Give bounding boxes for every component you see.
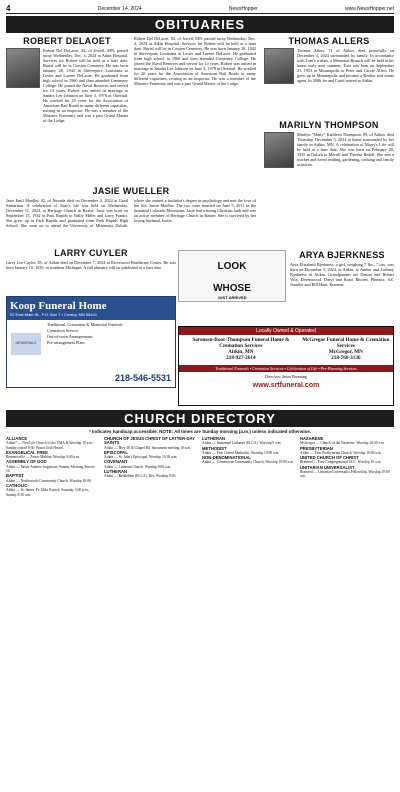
ad-line-arrived: JUST ARRIVED bbox=[217, 295, 247, 300]
obit-text: Arya Elizabeth Bjerkness, a girl, weighing 7 lbs., 7 ozs. was born on December 5, 2024, in Aitkin, to Amber and Zachary Bjerkness of Aitkin. Grandparents are Denise and Robert Vela, Devenwood; Daryl and Karol Rhoten, Phoenix, AZ. Jennifer and Bill Hunt, Branson. bbox=[290, 262, 394, 287]
church-entry: Aitkin — Lutheran Church. Worship 9:00 a.m. bbox=[104, 464, 172, 469]
obit-text-continued: Robert Del DeLaoet, 82, of Jewell, MN, passed away Wednesday, Dec. 4, 2024 at Atkin Hospital. Services for Robert will be held at a later date. Burial will be in Carsten Cemetery. He was born January 28, 1942 in Shreveport, Louisiana to Lester and Lorene DeLaoet. He graduated from high school in 1960 and then attended Centenary College. He joined the Naval Reserves and served for 14 years. Robert was united in marriage to Sandra Lee Johnson on June 3, 1978 in Ottertail. He worked for 20 years for the Association of American Rail Roads in many different capacities, retiring as an inspector. He was a member of the Masonic Fraternity and was a past Grand Master of the Lodge. bbox=[134, 36, 256, 86]
memorials-logo: MEMORIALS bbox=[11, 333, 41, 355]
koop-phone[interactable]: 218-546-5531 bbox=[114, 373, 171, 383]
church-category: BAPTIST bbox=[6, 473, 24, 479]
newspaper-page bbox=[6, 4, 394, 788]
church-entry: Brainerd — First Congregational UCC. Worship 10 a.m. bbox=[300, 460, 382, 465]
church-entry: Aitkin — Pastor Andrew Jorgenson, Sunday Morning Service 10. bbox=[6, 464, 95, 474]
church-column bbox=[202, 436, 296, 788]
birth-announcement-ad bbox=[178, 250, 286, 302]
obit-name: ARYA BJERKNESS bbox=[299, 250, 385, 260]
ad-directors: Directors: Jason Brenning bbox=[265, 374, 307, 379]
home-name: Sorensen-Root-Thompson Funeral Home & Cremation Services bbox=[192, 337, 290, 349]
church-directory-columns bbox=[6, 436, 394, 788]
obit-woelk bbox=[6, 186, 256, 244]
church-entry: Bennettsville — Pastor Mahlon, Worship 9:00 a.m. bbox=[6, 455, 80, 460]
church-category: NON-DENOMINATIONAL bbox=[202, 455, 251, 461]
church-entry: Aitkin — Bethlehem (ELCA). Rev. Worship 9:30. bbox=[104, 474, 177, 479]
koop-title: Koop Funeral Home bbox=[10, 300, 107, 312]
church-category: CATHOLIC bbox=[6, 482, 28, 488]
church-category: PRESBYTERIAN bbox=[300, 445, 333, 451]
issue-date: December 14, 2024 bbox=[97, 5, 142, 12]
obit-name: MARILYN THOMPSON bbox=[279, 120, 379, 130]
church-category: UNITED CHURCH OF CHRIST bbox=[300, 455, 359, 461]
obit-photo bbox=[264, 48, 294, 84]
obit-photo bbox=[6, 48, 40, 88]
obit-thompson bbox=[264, 120, 394, 224]
ad-line-whose: WHOSE bbox=[213, 283, 251, 294]
home-city: Aitkin, MN bbox=[228, 349, 254, 355]
obit-cuyler bbox=[6, 248, 176, 290]
paper-name: NewsHopper bbox=[228, 5, 258, 12]
funeral-homes bbox=[179, 335, 393, 363]
obit-name: ROBERT DELAOET bbox=[23, 36, 111, 46]
funeral-homes-ad bbox=[178, 326, 394, 406]
obit-name: THOMAS ALLERS bbox=[288, 36, 370, 46]
ad-header: Locally Owned & Operated bbox=[179, 327, 393, 335]
church-entry: Aitkin — First Presbyterian Church. Worship 10:00 a.m. bbox=[300, 450, 382, 455]
koop-services bbox=[43, 320, 175, 348]
obit-text: Marilyn "Marty" Kathleen Thompson, 89, of Aitkin, died Thursday, December 5, 2024 at home surrounded by her family in Aitkin, MN. A celebration of Marty's Life will be held at a later date. She was born on February 20, 1935 in Duluth to Merrill and Theresa Bedell. She was a teacher and loved reading, gardening, cooking and family activities. bbox=[297, 132, 394, 167]
koop-service-item: Out-of-town Arrangements bbox=[47, 334, 93, 339]
koop-service-item: Pre-arrangement Plans bbox=[47, 340, 86, 345]
obit-hales bbox=[264, 36, 394, 120]
church-category: COVENANT bbox=[104, 459, 128, 465]
church-entry: Aitkin — Cornerstone Community Church, Worship 10:00 a.m. bbox=[202, 460, 294, 465]
church-entry: Brainerd — Unitarian Universalist Fellowship. Worship 10:00 a.m. bbox=[300, 470, 390, 479]
church-category: EVANGELICAL FREE bbox=[6, 449, 48, 455]
koop-address: 32 East Main St., P.O. Box 7 • Crosby, MN 56441 bbox=[10, 312, 98, 317]
church-entry: Aitkin — St. John's Episcopal. Worship 10:30 a.m. bbox=[104, 455, 178, 460]
church-directory-note: * Indicates handicap accessible. NOTE: All times are Sunday morning (a.m.) unless indicated otherwise. bbox=[89, 429, 311, 434]
home-city: McGregor, MN bbox=[328, 349, 363, 355]
koop-service-item: Traditional, Cremation & Memorial Funerals bbox=[47, 322, 123, 327]
obit-text: Jasie Emil Mueller, 92, of Nevada died on December 4, 2024 at Good Samaritan. A celebration of Jasie's life was held on Wednesday, December 11, 2024, at Heritage Church in Baxter. Jasie was born on September 15, 1932 in Park Rapids to Wally Miller and Larry Franks. She grew up in Park Rapids and graduated from Park Rapids High School. She went on to attend the University of Minnesota Duluth, where she earned a bachelor's degree in psychology and met the love of her life, Justin Mueller. The two were married on June 5, 2011 in the beautiful Colorado Mountains. Jasie had a strong Christian faith and was an active member of Heritage Church in Baxter. She is survived by her loving husband, Justin. bbox=[6, 198, 256, 228]
church-entry: Aitkin — Immanuel Lutheran (ELCA). Worship 9 a.m. bbox=[202, 441, 282, 446]
church-category: CHURCH OF JESUS CHRIST OF LATTER-DAY SAINTS bbox=[104, 436, 195, 446]
obituaries-banner: OBITUARIES bbox=[6, 16, 394, 33]
church-category: LUTHERAN bbox=[202, 436, 226, 441]
church-entry: Aitkin — St. James. Fr. Mike Patrick, Saturday 5:00 p.m., Sunday 8:30 a.m. bbox=[6, 488, 90, 497]
paper-url[interactable]: www.NewsHopper.net bbox=[345, 5, 394, 12]
obit-name: JASIE WUELLER bbox=[92, 186, 170, 196]
church-category: ALLIANCE bbox=[6, 436, 28, 441]
funeral-home-aitkin bbox=[181, 337, 301, 361]
obit-continued bbox=[134, 36, 256, 121]
church-category: EPISCOPAL bbox=[104, 449, 128, 455]
church-category: NAZARENE bbox=[300, 436, 324, 441]
obit-text: Thomas Allers, 71 of Aitkin, died peacefully on December 4, 2024 surrounded by family. In accordance with Tom's wishes, a Memorial Brunch will be held at his home early next summer. Tom was born on September 21, 1953 in Minneapolis to Peter and Carole Allers. He grew up in Minneapolis and became a Realtor real estate agent. In 2006, he and Carol retired to Aitkin. bbox=[297, 48, 394, 83]
masthead bbox=[6, 4, 394, 14]
ad-url[interactable]: www.srtfuneral.com bbox=[252, 382, 320, 389]
church-column bbox=[300, 436, 394, 788]
obit-bjerkness bbox=[290, 250, 394, 302]
funeral-home-mcgregor bbox=[301, 337, 391, 361]
page-number: 4 bbox=[6, 4, 11, 13]
church-entry: Aitkin — Northwoods Community Church. Worship 10:00. bbox=[6, 478, 92, 483]
church-category: ASSEMBLY OF GOD bbox=[6, 459, 47, 465]
koop-service-item: Cremation Service bbox=[47, 328, 79, 333]
church-category: METHODIST bbox=[202, 445, 227, 451]
home-phone[interactable]: 218-927-2614 bbox=[226, 355, 256, 361]
church-column bbox=[104, 436, 198, 788]
obit-text: Robert Del DeLaoet, 82, of Jewell, MN, passed away Wednesday, Dec. 4, 2024 at Atkin Hospital. Services for Robert will be held at a later date. Burial will be in Carsten Cemetery. He was born January 28, 1942 in Shreveport, Louisiana to Lester and Lorene DeLaoet. He graduated from high school in 1960 and then attended Centenary College. He joined the Naval Reserves and served for 14 years. Robert was united in marriage to Sandra Lee Johnson on June 3, 1978 in Ottertail. He worked for 20 years for the Association of American Rail Roads in many different capacities, retiring as an inspector. He was a member of the Masonic Fraternity and was a past Grand Master of the Lodge. bbox=[43, 48, 128, 123]
church-category: LUTHERAN bbox=[104, 469, 128, 475]
home-phone[interactable]: 218-768-3136 bbox=[331, 355, 361, 361]
church-column bbox=[6, 436, 100, 788]
ad-services: Traditional Funerals • Cremation Services • Celebration of Life • Pre-Planning Services bbox=[179, 365, 393, 372]
church-entry: Aitkin* — NewLife Church of the CMA & Worship 10 a.m.; Sunday school 9:30. Pastor Josh Hessel. bbox=[6, 441, 94, 450]
church-entry: Aitkin — Hwy 18 & Chapel Rd. Sacrament meeting 10 a.m. bbox=[104, 445, 191, 450]
church-entry: McGregor — Church of the Nazarene. Worship 10:30 a.m. bbox=[300, 441, 385, 446]
church-category: UNITARIAN UNIVERSALIST bbox=[300, 464, 355, 470]
ad-line-look: LOOK bbox=[217, 261, 247, 272]
obit-photo bbox=[264, 132, 294, 168]
church-entry: Aitkin — First United Methodist. Worship 10:00 a.m. bbox=[202, 450, 280, 455]
home-name: McGregor Funeral Home & Cremation Services bbox=[302, 337, 390, 349]
church-directory-banner: CHURCH DIRECTORY bbox=[6, 410, 394, 427]
obit-text: Larry Lee Cuyler, 85, of Aitkin died on December 7, 2024 at Riverwood Healthcare Center. He was born January 10, 1939, in southern Michigan. A full obituary will be published at a later date. bbox=[6, 260, 176, 270]
obit-name: LARRY CUYLER bbox=[54, 248, 128, 258]
koop-header bbox=[7, 297, 175, 320]
obit-delaeot bbox=[6, 36, 128, 198]
koop-funeral-ad bbox=[6, 296, 176, 388]
